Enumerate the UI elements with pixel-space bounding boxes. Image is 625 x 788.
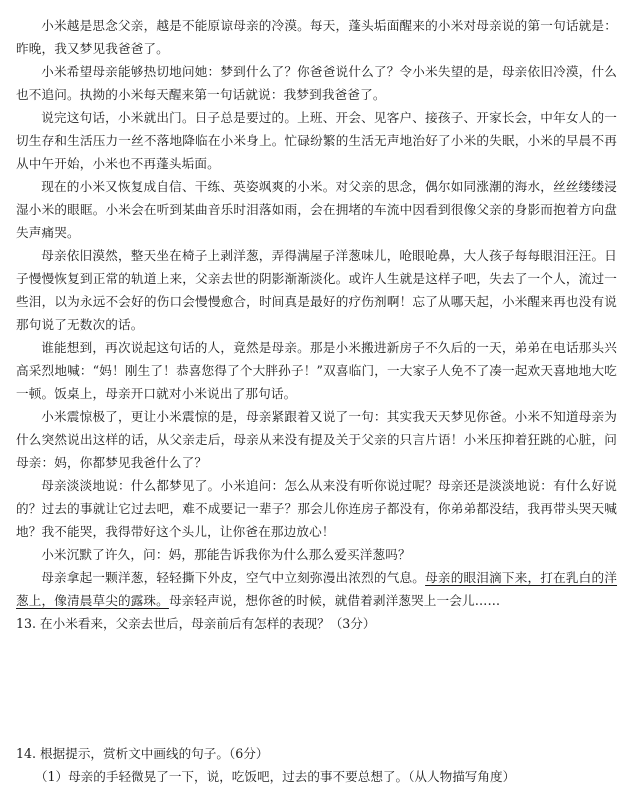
paragraph-5: 母亲依旧漠然，整天坐在椅子上剥洋葱，弄得满屋子洋葱味儿，呛眼呛鼻，大人孩子每每眼泪汪汪。日子慢慢恢复到正常的轨道上来，父亲去世的阴影渐渐淡化。或许人生就是这样子吧，失去了一个人，流过一些泪，以为永远不会好的伤口会慢慢愈合，时间真是最好的疗伤剂啊！忘了从哪天起，小米醒来再也没有说那句说了无数次的话。 — [16, 248, 617, 332]
question-13: 13. 在小米看来，父亲去世后，母亲前后有怎样的表现？（3分） — [16, 616, 376, 631]
paragraph-3: 说完这句话，小米就出门。日子总是要过的。上班、开会、见客户、接孩子、开家长会，中年女人的一切生存和生活压力一丝不落地降临在小米身上。忙碌纷繁的生活无声地治好了小米的失眠，小米的早晨不再从中午开始，小米也不再蓬头垢面。 — [16, 110, 617, 171]
question-14: 14. 根据提示，赏析文中画线的句子。（6分） — [16, 746, 269, 761]
paragraph-1: 小米越是思念父亲，越是不能原谅母亲的冷漠。每天，蓬头垢面醒来的小米对母亲说的第一句话就是：昨晚，我又梦见我爸爸了。 — [16, 18, 617, 56]
document-page — [16, 14, 617, 788]
question-14-1: （1）母亲的手轻微晃了一下，说，吃饭吧，过去的事不要总想了。（从人物描写角度） — [34, 769, 516, 784]
paragraph-7: 小米震惊极了，更让小米震惊的是，母亲紧跟着又说了一句：其实我天天梦见你爸。小米不知道母亲为什么突然说出这样的话，从父亲走后，母亲从来没有提及关于父亲的只言片语！小米压抑着狂跳的心脏，问母亲：妈，你都梦见我爸什么了？ — [16, 409, 617, 470]
paragraph-2: 小米希望母亲能够热切地问她：梦到什么了？你爸爸说什么了？令小米失望的是，母亲依旧冷漠，什么也不追问。执拗的小米每天醒来第一句话就说：我梦到我爸爸了。 — [16, 64, 617, 102]
paragraph-6: 谁能想到，再次说起这句话的人，竟然是母亲。那是小米搬进新房子不久后的一天，弟弟在电话那头兴高采烈地喊：“妈！刚生了！恭喜您得了个大胖孙子！”双喜临门，一大家子人免不了凑一起欢天喜地地大吃一顿。饭桌上，母亲开口就对小米说出了那句话。 — [16, 340, 617, 401]
paragraph-10 — [16, 566, 617, 612]
answer-space-13[interactable] — [16, 635, 617, 742]
paragraph-9: 小米沉默了许久，问：妈，那能告诉我你为什么那么爱买洋葱吗？ — [41, 547, 411, 562]
paragraph-10-before: 母亲拿起一颗洋葱，轻轻撕下外皮，空气中立刻弥漫出浓烈的气息。 — [41, 570, 426, 585]
paragraph-8: 母亲淡淡地说：什么都梦见了。小米追问：怎么从来没有听你说过呢？母亲还是淡淡地说：有什么好说的？过去的事就让它过去吧，难不成要记一辈子？那会儿你连房子都没有，你弟弟都没结，我再带头哭天喊地？我不能哭，我得带好这个头儿，让你爸在那边放心！ — [16, 478, 617, 539]
paragraph-4: 现在的小米又恢复成自信、干练、英姿飒爽的小米。对父亲的思念，偶尔如同涨潮的海水，丝丝缕缕浸湿小米的眼眶。小米会在听到某曲音乐时泪落如雨，会在拥堵的车流中因看到很像父亲的身影而抱着方向盘失声痛哭。 — [16, 179, 617, 240]
underlined-sentence: 母亲的眼泪滴下来，打在乳白的洋葱上，像清晨草尖的露珠。 — [16, 570, 618, 608]
paragraph-10-after: 母亲轻声说，想你爸的时候，就借着剥洋葱哭上一会儿…… — [168, 593, 501, 608]
